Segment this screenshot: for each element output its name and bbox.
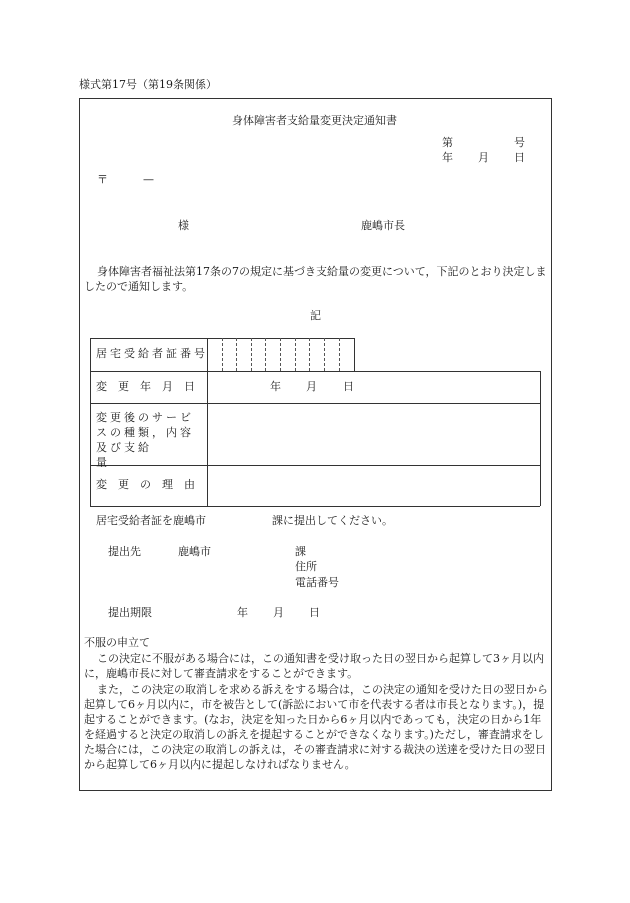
cert-number-label: 居宅受給者証番号 bbox=[96, 347, 208, 360]
intro-paragraph: 身体障害者福祉法第17条の7の規定に基づき支給量の変更について，下記のとおり決定しましたので通知します。 bbox=[84, 265, 547, 293]
number-go: 号 bbox=[514, 136, 525, 149]
digit-box-divider bbox=[339, 338, 340, 371]
digit-box-divider bbox=[280, 338, 281, 371]
service-label: 変更後のサービスの種類，内容及び支給 量 bbox=[96, 411, 222, 469]
form-number-label: 様式第17号（第19条関係） bbox=[79, 78, 217, 91]
deadline-day: 日 bbox=[309, 606, 320, 619]
submit-to-phone: 電話番号 bbox=[295, 576, 339, 589]
submit-line-before: 居宅受給者証を鹿嶋市 bbox=[96, 514, 206, 527]
ki-heading: 記 bbox=[310, 309, 321, 322]
submit-line-after: 課に提出してください。 bbox=[272, 514, 393, 527]
change-date-day: 日 bbox=[343, 380, 354, 393]
submit-to-ka: 課 bbox=[295, 545, 306, 558]
submit-to-city: 鹿嶋市 bbox=[178, 545, 211, 558]
digit-box-divider bbox=[295, 338, 296, 371]
table-rule bbox=[90, 506, 540, 507]
postal-dash: — bbox=[143, 173, 154, 186]
date-month: 月 bbox=[478, 151, 489, 164]
table-rule bbox=[354, 338, 355, 371]
appeal-heading: 不服の申立て bbox=[84, 636, 150, 649]
deadline-label: 提出期限 bbox=[108, 606, 152, 619]
addressee-sama: 様 bbox=[178, 219, 189, 232]
deadline-year: 年 bbox=[237, 606, 248, 619]
appeal-paragraph-1: この決定に不服がある場合には，この通知書を受け取った日の翌日から起算して3ヶ月以内に，鹿嶋市長に対して審査請求をすることができます。 bbox=[84, 652, 544, 680]
digit-box-divider bbox=[251, 338, 252, 371]
change-date-label: 変 更 年 月 日 bbox=[96, 380, 195, 393]
submit-to-address: 住所 bbox=[295, 560, 317, 573]
issuer-name: 鹿嶋市長 bbox=[361, 219, 405, 232]
digit-box-divider bbox=[236, 338, 237, 371]
digit-box-divider bbox=[309, 338, 310, 371]
digit-box-divider bbox=[324, 338, 325, 371]
postal-mark: 〒 bbox=[97, 173, 108, 186]
table-rule bbox=[90, 371, 540, 372]
digit-box-divider bbox=[222, 338, 223, 371]
reason-label: 変 更 の 理 由 bbox=[96, 478, 195, 491]
digit-box-divider bbox=[265, 338, 266, 371]
table-rule bbox=[207, 338, 208, 506]
table-rule bbox=[540, 371, 541, 506]
table-rule bbox=[90, 403, 540, 404]
document-title: 身体障害者支給量変更決定通知書 bbox=[232, 114, 397, 127]
appeal-paragraph-2: また，この決定の取消しを求める訴えをする場合は，この決定の通知を受けた日の翌日から起算して6ヶ月以内に，市を被告として(訴訟において市を代表する者は市長となります。)，提起することができます。(なお，決定を知った日から6ヶ月以内であっても，決定の日から1年を経過すると決定の取消しの訴えを提起することができなくなります。)ただし，審査請求をした場合には，この決定の取消しの訴えは，その審査請求に対する裁決の送達を受けた日の翌日から起算して6ヶ月以内に提起しなければなりません。 bbox=[84, 683, 548, 771]
change-date-year: 年 bbox=[270, 380, 281, 393]
submit-to-label: 提出先 bbox=[108, 545, 141, 558]
number-dai: 第 bbox=[442, 136, 453, 149]
deadline-month: 月 bbox=[273, 606, 284, 619]
table-rule bbox=[90, 338, 91, 506]
date-year: 年 bbox=[442, 151, 453, 164]
change-date-month: 月 bbox=[306, 380, 317, 393]
date-day: 日 bbox=[514, 151, 525, 164]
